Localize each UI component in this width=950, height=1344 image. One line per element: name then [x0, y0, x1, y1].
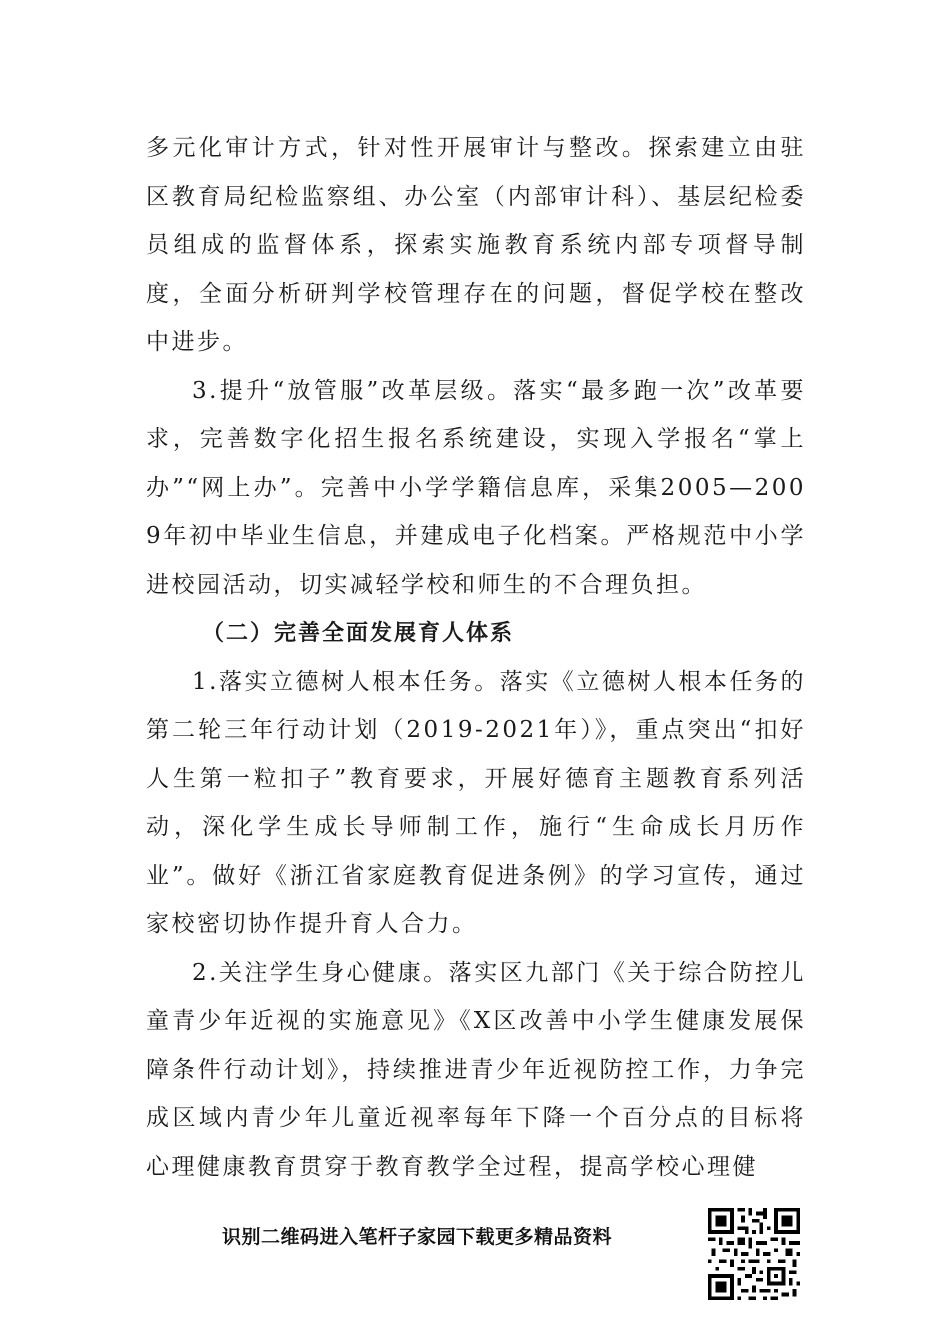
- footer-promo-text: 识别二维码进入笔杆子家园下载更多精品资料: [222, 1226, 613, 1248]
- paragraph-item-3: 3.提升“放管服”改革层级。落实“最多跑一次”改革要求，完善数字化招生报名系统建设，实现入学报名“掌上办”“网上办”。完善中小学学籍信息库，采集2005—2009年初中毕业生信息，并建成电子化档案。严格规范中小学进校园活动，切实减轻学校和师生的不合理负担。: [146, 377, 806, 598]
- paragraph-item-2: 2.关注学生身心健康。落实区九部门《关于综合防控儿童青少年近视的实施意见》《X区改善中小学生健康发展保障条件行动计划》，持续推进青少年近视防控工作，力争完成区域内青少年儿童近视率每年下降一个百分点的目标将心理健康教育贯穿于教育教学全过程，提高学校心理健: [146, 959, 806, 1180]
- section-heading: （二）完善全面发展育人体系: [202, 620, 515, 646]
- paragraph-continuation: 多元化审计方式，针对性开展审计与整改。探索建立由驻区教育局纪检监察组、办公室（内部审计科）、基层纪检委员组成的监督体系，探索实施教育系统内部专项督导制度，全面分析研判学校管理存在的问题，督促学校在整改中进步。: [146, 135, 806, 355]
- paragraph-item-1: 1.落实立德树人根本任务。落实《立德树人根本任务的第二轮三年行动计划（2019-2021年）》，重点突出“扣好人生第一粒扣子”教育要求，开展好德育主题教育系列活动，深化学生成长导师制工作，施行“生命成长月历作业”。做好《浙江省家庭教育促进条例》的学习宣传，通过家校密切协作提升育人合力。: [146, 668, 806, 937]
- qr-code-icon[interactable]: [708, 1208, 800, 1300]
- document-body: [146, 124, 806, 1191]
